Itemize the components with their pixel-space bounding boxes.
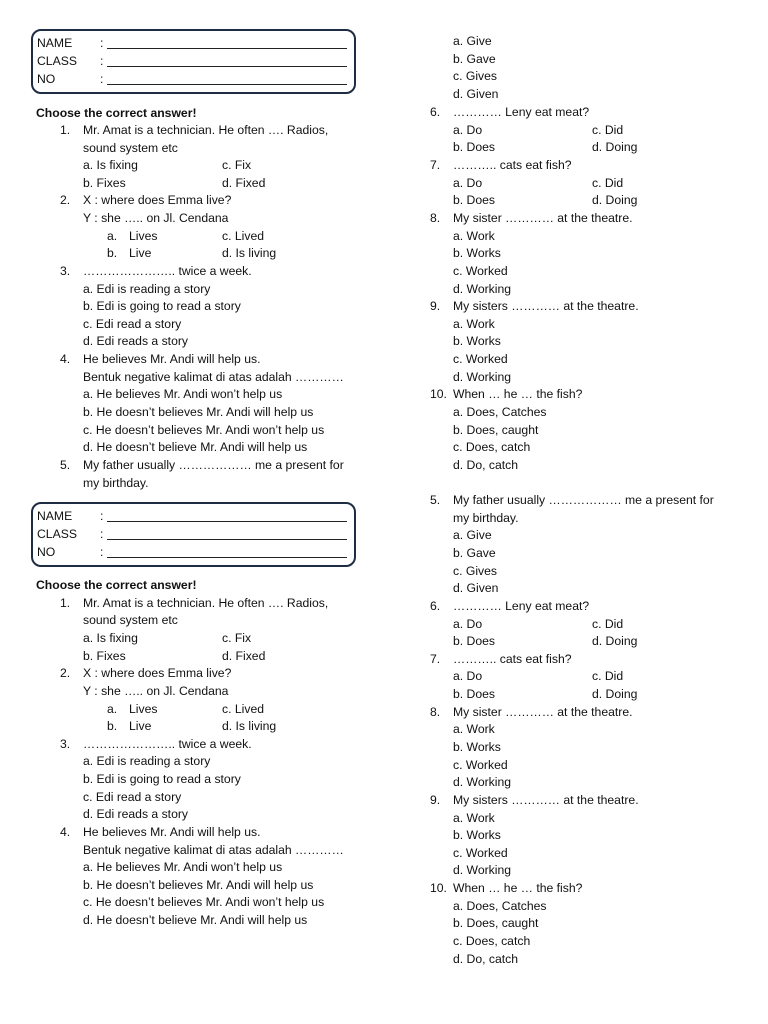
q5-option-a[interactable]: a. Give (453, 528, 492, 542)
q1-number: 1. (60, 123, 71, 137)
q5-number: 5. (430, 493, 441, 507)
q1-stem-cont: sound system etc (83, 141, 178, 155)
instruction-heading: Choose the correct answer! (36, 578, 197, 592)
q6-option-d[interactable]: d. Doing (592, 140, 638, 154)
q2-option-a-key: a. (107, 702, 118, 716)
q5-number: 5. (60, 458, 71, 472)
q5-stem: My father usually ……………… me a present for (83, 458, 344, 472)
q1-option-c[interactable]: c. Fix (222, 631, 252, 645)
q4-stem: He believes Mr. Andi will help us. (83, 352, 261, 366)
q7-option-a[interactable]: a. Do (453, 669, 483, 683)
q2-option-b-key: b. (107, 719, 118, 733)
q1-option-d[interactable]: d. Fixed (222, 176, 266, 190)
q9-option-b[interactable]: b. Works (453, 828, 501, 842)
q9-option-d[interactable]: d. Working (453, 863, 512, 877)
no-colon: : (100, 545, 104, 559)
q9-option-c[interactable]: c. Worked (453, 352, 508, 366)
q7-option-b[interactable]: b. Does (453, 687, 496, 701)
q2-option-a-key: a. (107, 229, 118, 243)
q8-number: 8. (430, 705, 441, 719)
q8-option-a[interactable]: a. Work (453, 722, 495, 736)
q2-option-a[interactable]: Lives (129, 702, 158, 716)
q3-option-d[interactable]: d. Edi reads a story (83, 807, 188, 821)
q8-option-c[interactable]: c. Worked (453, 264, 508, 278)
q6-option-c[interactable]: c. Did (592, 123, 624, 137)
q5-option-c[interactable]: c. Gives (453, 564, 498, 578)
q2-option-b-key: b. (107, 246, 118, 260)
q6-option-b[interactable]: b. Does (453, 140, 496, 154)
q1-stem-cont: sound system etc (83, 613, 178, 627)
class-colon: : (100, 527, 104, 541)
q2-option-b[interactable]: Live (129, 246, 152, 260)
q5-stem-cont: my birthday. (83, 476, 149, 490)
q9-number: 9. (430, 299, 441, 313)
q7-number: 7. (430, 652, 441, 666)
q2-option-a[interactable]: Lives (129, 229, 158, 243)
q2-option-c[interactable]: c. Lived (222, 229, 265, 243)
q8-option-a[interactable]: a. Work (453, 229, 495, 243)
q6-number: 6. (430, 105, 441, 119)
no-label: NO (37, 72, 56, 86)
q10-number: 10. (430, 387, 447, 401)
q9-number: 9. (430, 793, 441, 807)
q9-stem: My sisters ………… at the theatre. (453, 299, 639, 313)
q4-option-d[interactable]: d. He doesn’t believe Mr. Andi will help us (83, 440, 308, 454)
name-colon: : (100, 509, 104, 523)
q5-option-d[interactable]: d. Given (453, 581, 499, 595)
q4-option-c[interactable]: c. He doesn’t believes Mr. Andi won’t help us (83, 423, 325, 437)
q7-option-a[interactable]: a. Do (453, 176, 483, 190)
q10-option-d[interactable]: d. Do, catch (453, 458, 519, 472)
q6-number: 6. (430, 599, 441, 613)
q5-stem-cont: my birthday. (453, 511, 519, 525)
q4-option-c[interactable]: c. He doesn’t believes Mr. Andi won’t help us (83, 895, 325, 909)
no-blank-line[interactable] (107, 84, 347, 85)
q5-option-b[interactable]: b. Gave (453, 52, 496, 66)
q6-option-a[interactable]: a. Do (453, 123, 483, 137)
q6-stem: ………… Leny eat meat? (453, 599, 590, 613)
q1-stem: Mr. Amat is a technician. He often …. Radios, (83, 123, 329, 137)
q7-option-d[interactable]: d. Doing (592, 193, 638, 207)
q10-stem: When … he … the fish? (453, 387, 583, 401)
q2-dialogue-x: X : where does Emma live? (83, 193, 232, 207)
q7-option-c[interactable]: c. Did (592, 176, 624, 190)
q5-option-d[interactable]: d. Given (453, 87, 499, 101)
q10-stem: When … he … the fish? (453, 881, 583, 895)
q1-option-a[interactable]: a. Is fixing (83, 631, 138, 645)
q7-option-c[interactable]: c. Did (592, 669, 624, 683)
q8-option-d[interactable]: d. Working (453, 282, 512, 296)
q4-stem: He believes Mr. Andi will help us. (83, 825, 261, 839)
q5-option-b[interactable]: b. Gave (453, 546, 496, 560)
q4-number: 4. (60, 352, 71, 366)
q4-option-b[interactable]: b. He doesn’t believes Mr. Andi will help us (83, 405, 314, 419)
q3-option-d[interactable]: d. Edi reads a story (83, 334, 188, 348)
q10-option-d[interactable]: d. Do, catch (453, 952, 519, 966)
q10-option-b[interactable]: b. Does, caught (453, 423, 539, 437)
q3-option-c[interactable]: c. Edi read a story (83, 317, 182, 331)
q1-stem: Mr. Amat is a technician. He often …. Radios, (83, 596, 329, 610)
q10-option-b[interactable]: b. Does, caught (453, 916, 539, 930)
q9-option-b[interactable]: b. Works (453, 334, 501, 348)
q2-option-c[interactable]: c. Lived (222, 702, 265, 716)
q3-option-a[interactable]: a. Edi is reading a story (83, 754, 211, 768)
name-blank-line[interactable] (107, 521, 347, 522)
q9-option-a[interactable]: a. Work (453, 317, 495, 331)
class-blank-line[interactable] (107, 539, 347, 540)
no-colon: : (100, 72, 104, 86)
q1-option-b[interactable]: b. Fixes (83, 176, 126, 190)
class-colon: : (100, 54, 104, 68)
q4-option-a[interactable]: a. He believes Mr. Andi won’t help us (83, 387, 283, 401)
q2-number: 2. (60, 193, 71, 207)
name-blank-line[interactable] (107, 48, 347, 49)
name-label: NAME (37, 509, 73, 523)
q6-stem: ………… Leny eat meat? (453, 105, 590, 119)
name-colon: : (100, 36, 104, 50)
q10-option-a[interactable]: a. Does, Catches (453, 899, 547, 913)
q9-stem: My sisters ………… at the theatre. (453, 793, 639, 807)
q7-stem: ……….. cats eat fish? (453, 158, 572, 172)
q5-option-a[interactable]: a. Give (453, 34, 492, 48)
q3-stem: ………………….. twice a week. (83, 264, 252, 278)
q5-option-c[interactable]: c. Gives (453, 69, 498, 83)
q7-option-b[interactable]: b. Does (453, 193, 496, 207)
q8-option-b[interactable]: b. Works (453, 740, 501, 754)
class-blank-line[interactable] (107, 66, 347, 67)
top-identity-box (31, 29, 356, 94)
q3-option-c[interactable]: c. Edi read a story (83, 790, 182, 804)
q8-option-b[interactable]: b. Works (453, 246, 501, 260)
bottom-identity-box (31, 502, 356, 567)
q6-option-a[interactable]: a. Do (453, 617, 483, 631)
q4-number: 4. (60, 825, 71, 839)
q1-option-c[interactable]: c. Fix (222, 158, 252, 172)
q6-option-d[interactable]: d. Doing (592, 634, 638, 648)
q7-number: 7. (430, 158, 441, 172)
q10-number: 10. (430, 881, 447, 895)
class-label: CLASS (37, 527, 77, 541)
q1-number: 1. (60, 596, 71, 610)
instruction-heading: Choose the correct answer! (36, 106, 197, 120)
q10-option-c[interactable]: c. Does, catch (453, 440, 531, 454)
q2-dialogue-y: Y : she ….. on Jl. Cendana (83, 684, 229, 698)
q8-stem: My sister ………… at the theatre. (453, 705, 633, 719)
q7-option-d[interactable]: d. Doing (592, 687, 638, 701)
q6-option-c[interactable]: c. Did (592, 617, 624, 631)
q4-instruction: Bentuk negative kalimat di atas adalah ………… (83, 843, 344, 857)
q4-option-d[interactable]: d. He doesn’t believe Mr. Andi will help us (83, 913, 308, 927)
q3-option-b[interactable]: b. Edi is going to read a story (83, 299, 241, 313)
q4-option-b[interactable]: b. He doesn’t believes Mr. Andi will help us (83, 878, 314, 892)
q3-option-a[interactable]: a. Edi is reading a story (83, 282, 211, 296)
q5-stem: My father usually ……………… me a present for (453, 493, 714, 507)
q1-option-d[interactable]: d. Fixed (222, 649, 266, 663)
q1-option-a[interactable]: a. Is fixing (83, 158, 138, 172)
q4-option-a[interactable]: a. He believes Mr. Andi won’t help us (83, 860, 283, 874)
q2-dialogue-y: Y : she ….. on Jl. Cendana (83, 211, 229, 225)
name-label: NAME (37, 36, 73, 50)
q1-option-b[interactable]: b. Fixes (83, 649, 126, 663)
no-blank-line[interactable] (107, 557, 347, 558)
q9-option-d[interactable]: d. Working (453, 370, 512, 384)
q2-option-d[interactable]: d. Is living (222, 719, 277, 733)
q4-instruction: Bentuk negative kalimat di atas adalah ………… (83, 370, 344, 384)
q6-option-b[interactable]: b. Does (453, 634, 496, 648)
q9-option-c[interactable]: c. Worked (453, 846, 508, 860)
q2-option-b[interactable]: Live (129, 719, 152, 733)
q3-stem: ………………….. twice a week. (83, 737, 252, 751)
q8-option-d[interactable]: d. Working (453, 775, 512, 789)
q10-option-c[interactable]: c. Does, catch (453, 934, 531, 948)
q3-number: 3. (60, 737, 71, 751)
q7-stem: ……….. cats eat fish? (453, 652, 572, 666)
q2-number: 2. (60, 666, 71, 680)
class-label: CLASS (37, 54, 77, 68)
q2-option-d[interactable]: d. Is living (222, 246, 277, 260)
q10-option-a[interactable]: a. Does, Catches (453, 405, 547, 419)
q8-number: 8. (430, 211, 441, 225)
q9-option-a[interactable]: a. Work (453, 811, 495, 825)
q2-dialogue-x: X : where does Emma live? (83, 666, 232, 680)
q8-stem: My sister ………… at the theatre. (453, 211, 633, 225)
q8-option-c[interactable]: c. Worked (453, 758, 508, 772)
q3-number: 3. (60, 264, 71, 278)
no-label: NO (37, 545, 56, 559)
q3-option-b[interactable]: b. Edi is going to read a story (83, 772, 241, 786)
